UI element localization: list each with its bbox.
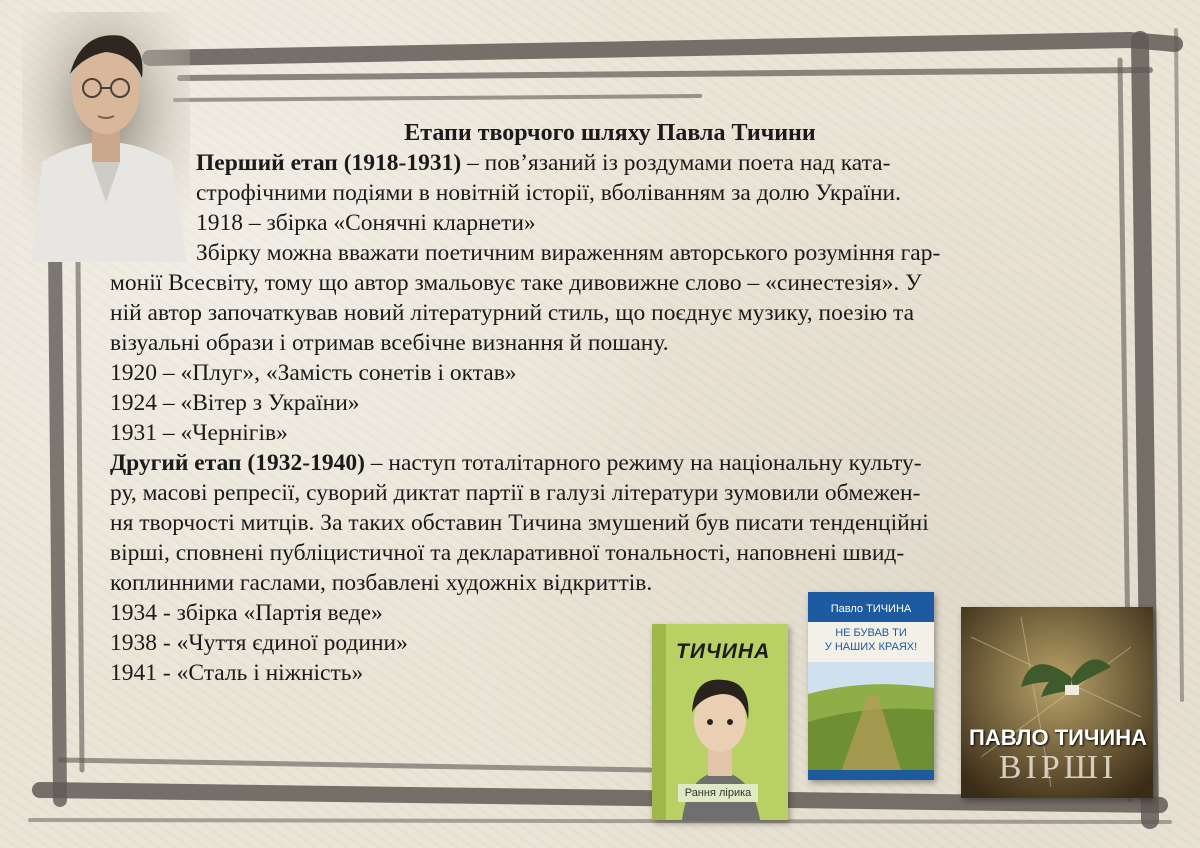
book-cover-ne-buvav: [808, 592, 934, 780]
stage1-line2: строфічними подіями в новітній історії, вболіванням за долю України.: [196, 180, 902, 206]
stage2-work: 1934 - збірка «Партія веде»: [110, 600, 383, 626]
stage1-line1-text: – пов’язаний із роздумами поета над ката-: [461, 150, 891, 176]
stage2-heading: Другий етап (1932-1940): [110, 450, 365, 476]
stage2-work: 1938 - «Чуття єдиної родини»: [110, 630, 408, 656]
stage2-line5: коплинними гаслами, позбавлені художніх відкриттів.: [110, 570, 653, 596]
slide-title: Етапи творчого шляху Павла Тичини: [404, 120, 816, 146]
book3-author: ПАВЛО ТИЧИНА: [969, 725, 1147, 750]
book-cover-early-lyrics: [652, 624, 788, 820]
book3-title: ВІРШІ: [998, 749, 1118, 786]
stage1-paragraph-line1: Збірку можна вважати поетичним вираженням авторського розуміння гар-: [196, 240, 941, 266]
stage1-work: 1931 – «Чернігів»: [110, 420, 288, 446]
stage1-heading: Перший етап (1918-1931): [196, 150, 462, 176]
stage2-line1-text: – наступ тоталітарного режиму на національну культу-: [364, 450, 922, 476]
stage2-line3: ня творчості митців. За таких обставин Тичина змушений був писати тенденційні: [110, 510, 929, 536]
book1-subtitle: Рання лірика: [678, 784, 758, 802]
book2-author: Павло ТИЧИНА: [808, 592, 934, 622]
stage1-work: 1924 – «Вітер з України»: [110, 390, 360, 416]
book2-title-line2: У НАШИХ КРАЯХ!: [824, 641, 918, 653]
stage2-line1: [110, 448, 1110, 478]
stage2-line2: ру, масові репресії, суворий диктат партії в галузі літератури зумовили обмежен-: [110, 480, 921, 506]
stage1-paragraph-line3: ній автор започаткував новий літературний стиль, що поєднує музику, поезію та: [110, 300, 915, 326]
stage1-paragraph-line4: візуальні образи і отримав всебічне визнання й пошану.: [110, 330, 669, 356]
stage1-line1: [110, 148, 1110, 178]
stage1-paragraph-line2: монії Всесвіту, тому що автор змальовує таке дивовижне слово – «синестезія». У: [110, 270, 922, 296]
book2-title-line1: НЕ БУВАВ ТИ: [835, 627, 907, 639]
book-cover-virshi: [961, 607, 1153, 798]
stage2-line4: вірші, сповнені публіцистичної та декларативної тональності, наповнені швид-: [110, 540, 905, 566]
stage1-work: 1920 – «Плуг», «Замість сонетів і октав»: [110, 360, 517, 386]
stage2-work: 1941 - «Сталь і ніжність»: [110, 660, 364, 686]
book1-title: ТИЧИНА: [676, 640, 771, 663]
content-text: [110, 118, 1110, 688]
stage1-line3: 1918 – збірка «Сонячні кларнети»: [196, 210, 536, 236]
